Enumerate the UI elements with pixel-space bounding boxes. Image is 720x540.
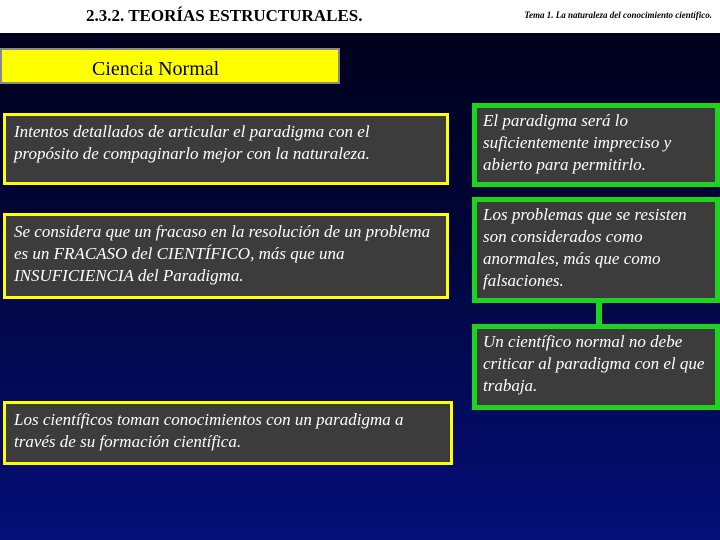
banner-title: Ciencia Normal: [92, 58, 220, 80]
theme-label: Tema 1. La naturaleza del conocimiento científico.: [524, 10, 712, 20]
left-box-text: Intentos detallados de articular el paradigma con el propósito de compaginarlo mejor con la naturaleza.: [14, 122, 370, 163]
right-box-text: El paradigma será lo suficientemente impreciso y abierto para permitirlo.: [483, 111, 672, 174]
right-box-text: Los problemas que se resisten son considerados como anormales, más que como falsaciones.: [483, 205, 687, 290]
section-title: 2.3.2. TEORÍAS ESTRUCTURALES.: [86, 6, 363, 25]
right-box-problemas: [472, 197, 720, 303]
left-box-intentos: [3, 113, 449, 185]
right-box-text: Un científico normal no debe criticar al paradigma con el que trabaja.: [483, 332, 705, 395]
ciencia-normal-banner: [0, 48, 340, 84]
right-box-critica: [472, 324, 720, 410]
left-box-text: Los científicos toman conocimientos con un paradigma a través de su formación científica.: [14, 410, 404, 451]
left-box-formacion: [3, 401, 453, 465]
left-box-text: Se considera que un fracaso en la resolución de un problema es un FRACASO del CIENTÍFICO, más que una INSUFICIENCIA del Paradigma.: [14, 222, 431, 285]
left-box-fracaso: [3, 213, 449, 299]
right-box-paradigma: [472, 103, 720, 187]
